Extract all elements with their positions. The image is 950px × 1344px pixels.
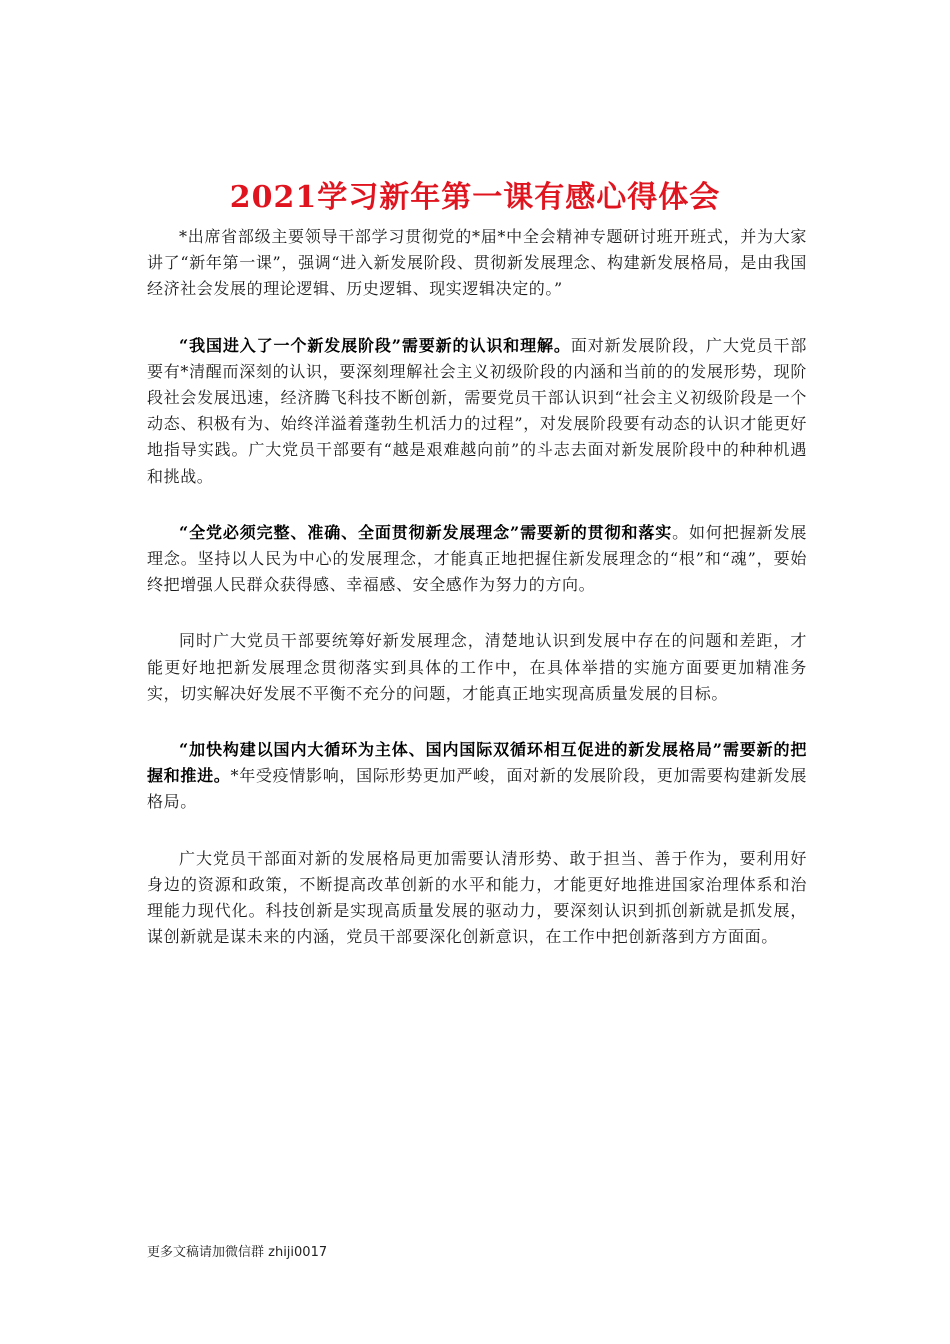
paragraph-6-text: 广大党员干部面对新的发展格局更加需要认清形势、敢于担当、善于作为，要利用好身边的资源和政策，不断提高改革创新的水平和能力，才能更好地推进国家治理体系和治理能力现代化。科技创新是实现高质量发展的驱动力，要深刻认识到抓创新就是抓发展，谋创新就是谋未来的内涵，党员干部要深化创新意识，在工作中把创新落到方方面面。 (147, 848, 807, 947)
page-footer: 更多文稿请加微信群 zhiji0017 (147, 1245, 328, 1260)
paragraph-3-lead: “全党必须完整、准确、全面贯彻新发展理念”需要新的贯彻和落实 (179, 522, 673, 542)
paragraph-2-text: 面对新发展阶段，广大党员干部要有*清醒而深刻的认识，要深刻理解社会主义初级阶段的内涵和当前的的发展形势，现阶段社会发展迅速，经济腾飞科技不断创新，需要党员干部认识到“社会主义初级阶段是一个动态、积极有为、始终洋溢着蓬勃生机活力的过程”，对发展阶段要有动态的认识才能更好地指导实践。广大党员干部要有“越是艰难越向前”的斗志去面对新发展阶段中的种种机遇和挑战。 (147, 335, 808, 486)
paragraph-4 (147, 628, 807, 707)
paragraph-5-text: *年受疫情影响，国际形势更加严峻，面对新的发展阶段，更加需要构建新发展格局。 (147, 766, 807, 812)
paragraph-5 (147, 737, 807, 816)
paragraph-2-lead: “我国进入了一个新发展阶段”需要新的认识和理解。 (179, 335, 571, 355)
paragraph-5-lead: “加快构建以国内大循环为主体、国内国际双循环相互促进的新发展格局”需要新的把握和推进。 (147, 740, 807, 786)
paragraph-2 (147, 333, 807, 490)
paragraph-4-text: 同时广大党员干部要统筹好新发展理念，清楚地认识到发展中存在的问题和差距，才能更好地把新发展理念贯彻落实到具体的工作中，在具体举措的实施方面要更加精准务实，切实解决好发展不平衡不充分的问题，才能真正地实现高质量发展的目标。 (147, 631, 807, 703)
paragraph-1-text: *出席省部级主要领导干部学习贯彻党的*届*中全会精神专题研讨班开班式，并为大家讲了“新年第一课”，强调“进入新发展阶段、贯彻新发展理念、构建新发展格局，是由我国经济社会发展的理论逻辑、历史逻辑、现实逻辑决定的。” (147, 227, 807, 299)
paragraph-6 (147, 846, 807, 951)
paragraph-1 (147, 224, 807, 303)
paragraph-3 (147, 520, 807, 599)
paragraph-3-text: 。如何把握新发展理念。坚持以人民为中心的发展理念，才能真正地把握住新发展理念的“根”和“魂”，要始终把增强人民群众获得感、幸福感、安全感作为努力的方向。 (147, 522, 807, 595)
document-body (147, 224, 807, 980)
document-title: 2021学习新年第一课有感心得体会 (229, 180, 721, 216)
